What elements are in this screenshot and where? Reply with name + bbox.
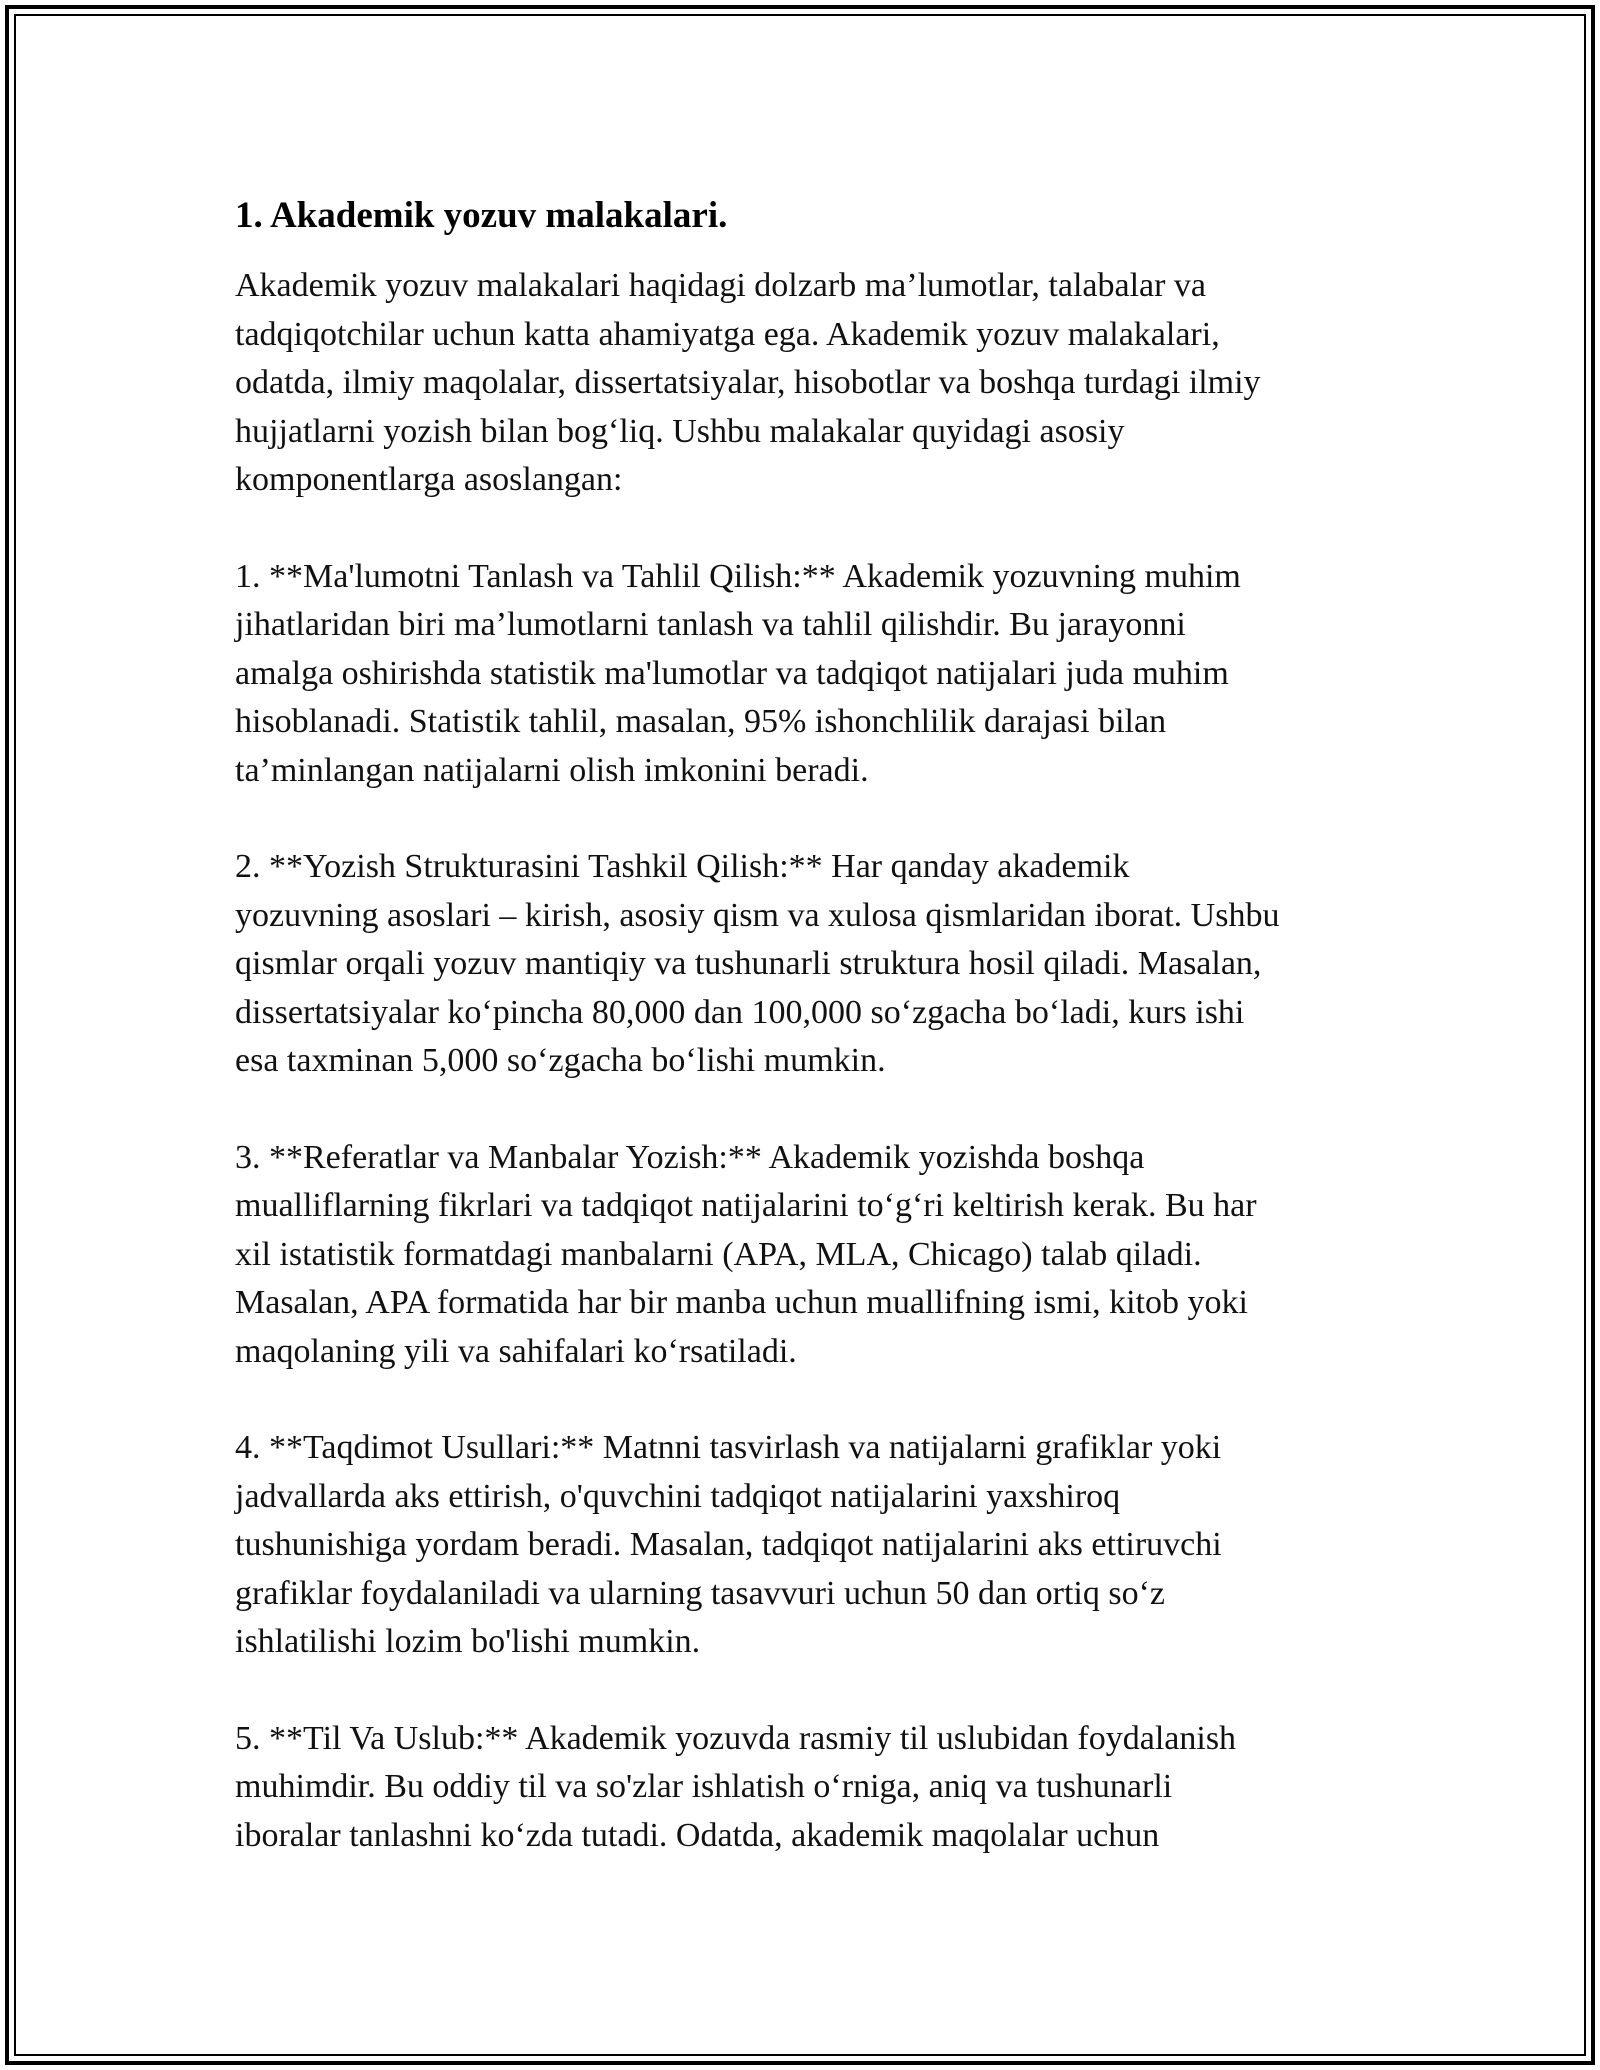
document-body [235, 186, 1375, 1908]
paragraph-data-selection: 1. **Ma'lumotni Tanlash va Tahlil Qilish:** Akademik yozuvning muhim jihatlaridan biri ma’lumotlarni tanlash va tahlil qilishdir. Bu jarayonni amalga oshirishda statistik ma'lumotlar va tadqiqot natijalari juda muhim hisoblanadi. Statistik tahlil, masalan, 95% ishonchlilik darajasi bilan ta’minlangan natijalarni olish imkonini beradi. [235, 557, 1241, 789]
intro-paragraph: Akademik yozuv malakalari haqidagi dolzarb ma’lumotlar, talabalar va tadqiqotchilar uchun katta ahamiyatga ega. Akademik yozuv malakalari, odatda, ilmiy maqolalar, dissertatsiyalar, hisobotlar va boshqa turdagi ilmiy hujjatlarni yozish bilan bog‘liq. Ushbu malakalar quyidagi asosiy komponentlarga asoslangan: [235, 267, 1261, 498]
paragraph-structure: 2. **Yozish Strukturasini Tashkil Qilish:** Har qanday akademik yozuvning asoslari – kirish, asosiy qism va xulosa qismlaridan iborat. Ushbu qismlar orqali yozuv mantiqiy va tushunarli struktura hosil qiladi. Masalan, dissertatsiyalar ko‘pincha 80,000 dan 100,000 so‘zgacha bo‘ladi, kurs ishi esa taxminan 5,000 so‘zgacha bo‘lishi mumkin. [235, 848, 1280, 1079]
section-heading: 1. Akademik yozuv malakalari. [235, 195, 728, 236]
paragraph-presentation: 4. **Taqdimot Usullari:** Matnni tasvirlash va natijalarni grafiklar yoki jadvallarda aks ettirish, o'quvchini tadqiqot natijalarini yaxshiroq tushunishiga yordam beradi. Masalan, tadqiqot natijalarini aks ettiruvchi grafiklar foydalaniladi va ularning tasavvuri uchun 50 dan ortiq so‘z ishlatilishi lozim bo'lishi mumkin. [235, 1429, 1222, 1660]
paragraph-references: 3. **Referatlar va Manbalar Yozish:** Akademik yozishda boshqa mualliflarning fikrlari va tadqiqot natijalarini to‘g‘ri keltirish kerak. Bu har xil istatistik formatdagi manbalarni (APA, MLA, Chicago) talab qiladi. Masalan, APA formatida har bir manba uchun muallifning ismi, kitob yoki maqolaning yili va sahifalari ko‘rsatiladi. [235, 1138, 1257, 1370]
paragraph-language-style: 5. **Til Va Uslub:** Akademik yozuvda rasmiy til uslubidan foydalanish muhimdir. Bu oddiy til va so'zlar ishlatish o‘rniga, aniq va tushunarli iboralar tanlashni ko‘zda tutadi. Odatda, akademik maqolalar uchun [235, 1719, 1237, 1854]
